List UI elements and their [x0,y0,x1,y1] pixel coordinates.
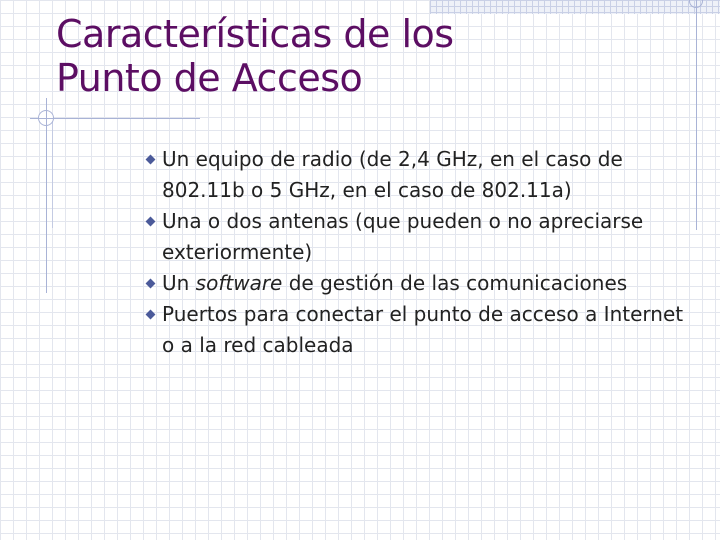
bullet-text-emphasis: software [195,271,283,295]
left-inner-vertical-rule [52,118,53,228]
diamond-bullet-icon [146,155,156,165]
bullet-text: Una o dos antenas (que pueden o no apreciarse exteriormente) [162,209,644,264]
slide-title-line-1: Características de los [56,12,454,56]
bullet-list [146,144,686,361]
bullet-item [146,206,686,268]
bullet-text: Un equipo de radio (de 2,4 GHz, en el caso de 802.11b o 5 GHz, en el caso de 802.11a) [162,147,623,202]
diamond-bullet-icon [146,310,156,320]
bullet-item [146,268,686,299]
bullet-item [146,299,686,361]
right-decorative-rail [696,0,697,230]
bullet-item [146,144,686,206]
slide-title [56,12,656,100]
slide-title-line-2: Punto de Acceso [56,56,363,100]
bullet-text-prefix: Un [162,271,196,295]
diamond-bullet-icon [146,217,156,227]
diamond-bullet-icon [146,279,156,289]
bullet-text-suffix: de gestión de las comunicaciones [282,271,628,295]
bullet-text: Puertos para conectar el punto de acceso a Internet o a la red cableada [162,302,684,357]
crosshair-decoration-icon [38,110,54,126]
